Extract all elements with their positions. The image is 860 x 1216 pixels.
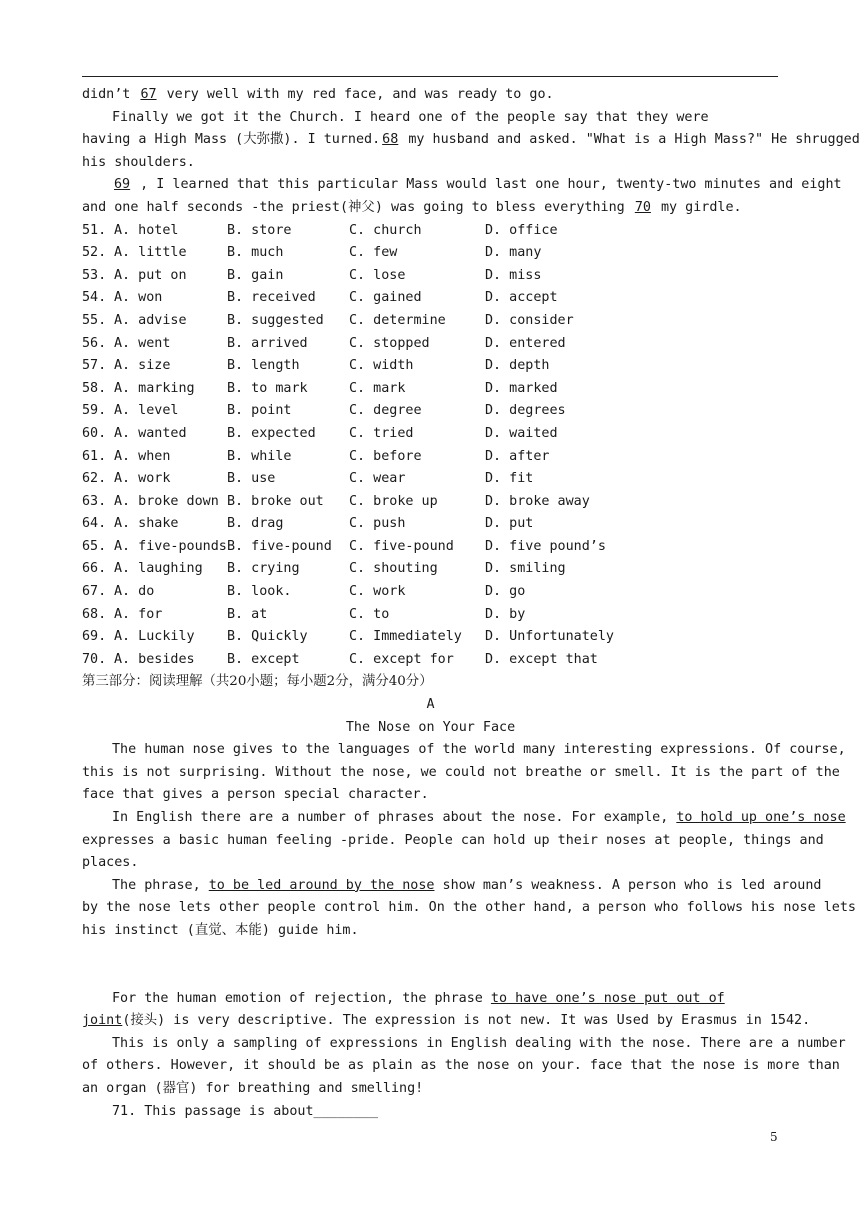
option-d: D. marked bbox=[485, 380, 558, 396]
question-number: 62. bbox=[82, 471, 107, 487]
option-d: D. smiling bbox=[485, 561, 566, 577]
option-a: A. marking bbox=[114, 380, 195, 396]
option-a: A. hotel bbox=[114, 222, 179, 238]
passage-line: an organ (器官) for breathing and smelling! bbox=[82, 1080, 424, 1096]
option-c: C. few bbox=[349, 245, 398, 261]
option-a: A. work bbox=[114, 471, 171, 487]
question-number: 51. bbox=[82, 222, 107, 238]
option-b: B. arrived bbox=[227, 335, 308, 351]
question-number: 66. bbox=[82, 561, 107, 577]
option-b: B. Quickly bbox=[227, 629, 308, 645]
page-number: 5 bbox=[770, 1130, 778, 1144]
passage-line: For the human emotion of rejection, the phrase to have one’s nose put out of bbox=[112, 990, 725, 1006]
question-row bbox=[82, 400, 779, 423]
question-row bbox=[82, 310, 779, 333]
header-rule bbox=[82, 76, 778, 77]
option-a: A. wanted bbox=[114, 425, 187, 441]
option-b: B. much bbox=[227, 245, 284, 261]
option-d: D. miss bbox=[485, 267, 542, 283]
question-number: 63. bbox=[82, 493, 107, 509]
question-number: 59. bbox=[82, 403, 107, 419]
phrase-underlined: to be led around by the nose bbox=[208, 877, 435, 893]
option-c: C. push bbox=[349, 516, 406, 532]
option-d: D. depth bbox=[485, 358, 550, 374]
blank-69: 69 bbox=[114, 177, 131, 193]
question-row bbox=[82, 513, 779, 536]
option-d: D. Unfortunately bbox=[485, 629, 614, 645]
option-c: C. determine bbox=[349, 312, 446, 328]
option-a: A. five-pounds bbox=[114, 538, 227, 554]
option-a: A. advise bbox=[114, 312, 187, 328]
option-a: A. went bbox=[114, 335, 171, 351]
question-row bbox=[82, 242, 779, 265]
option-b: B. store bbox=[227, 222, 292, 238]
option-c: C. to bbox=[349, 606, 390, 622]
option-b: B. suggested bbox=[227, 312, 324, 328]
option-d: D. entered bbox=[485, 335, 566, 351]
cloze-line: having a High Mass (大弥撒). I turned. 68 my husband and asked. "What is a High Mass?" He shrugged bbox=[82, 132, 860, 148]
option-a: A. won bbox=[114, 290, 163, 306]
question-row bbox=[82, 581, 779, 604]
option-b: B. except bbox=[227, 651, 300, 667]
option-c: C. width bbox=[349, 358, 414, 374]
question-number: 52. bbox=[82, 245, 107, 261]
options-list bbox=[82, 220, 779, 672]
cloze-line: his shoulders. bbox=[82, 154, 195, 170]
passage-line: The phrase, to be led around by the nose show man’s weakness. A person who is led around bbox=[112, 877, 822, 893]
phrase-underlined: to have one’s nose put out of bbox=[490, 990, 725, 1006]
option-d: D. after bbox=[485, 448, 550, 464]
cloze-line: didn’t 67 very well with my red face, and was ready to go. bbox=[82, 87, 554, 102]
option-b: B. crying bbox=[227, 561, 300, 577]
page-content bbox=[82, 84, 860, 1123]
option-c: C. church bbox=[349, 222, 422, 238]
question-row bbox=[82, 220, 779, 243]
option-b: B. expected bbox=[227, 425, 316, 441]
option-d: D. consider bbox=[485, 312, 574, 328]
option-b: B. at bbox=[227, 606, 268, 622]
option-c: C. stopped bbox=[349, 335, 430, 351]
cloze-line: Finally we got it the Church. I heard one of the people say that they were bbox=[112, 109, 709, 125]
question-number: 67. bbox=[82, 584, 107, 600]
passage-line: of others. However, it should be as plain as the nose on your. face that the nose is more than bbox=[82, 1058, 840, 1074]
question-number: 64. bbox=[82, 516, 107, 532]
question-row bbox=[82, 355, 779, 378]
blank-68: 68 bbox=[382, 132, 399, 148]
question-number: 58. bbox=[82, 380, 107, 396]
option-c: C. mark bbox=[349, 380, 406, 396]
question-number: 54. bbox=[82, 290, 107, 306]
question-row bbox=[82, 265, 779, 288]
option-b: B. broke out bbox=[227, 493, 324, 509]
option-b: B. to mark bbox=[227, 380, 308, 396]
option-c: C. Immediately bbox=[349, 629, 462, 645]
option-b: B. use bbox=[227, 471, 276, 487]
question-row bbox=[82, 558, 779, 581]
question-row bbox=[82, 491, 779, 514]
option-a: A. level bbox=[114, 403, 179, 419]
option-c: C. wear bbox=[349, 471, 406, 487]
question-number: 65. bbox=[82, 538, 107, 554]
option-c: C. before bbox=[349, 448, 422, 464]
option-c: C. lose bbox=[349, 267, 406, 283]
option-a: A. for bbox=[114, 606, 163, 622]
option-d: D. waited bbox=[485, 425, 558, 441]
question-71: 71. This passage is about________ bbox=[112, 1103, 379, 1119]
question-row bbox=[82, 536, 779, 559]
question-number: 69. bbox=[82, 629, 107, 645]
option-c: C. shouting bbox=[349, 561, 438, 577]
option-a: A. Luckily bbox=[114, 629, 195, 645]
question-number: 60. bbox=[82, 425, 107, 441]
option-c: C. tried bbox=[349, 425, 414, 441]
passage-line: his instinct (直觉、本能) guide him. bbox=[82, 922, 359, 938]
question-number: 68. bbox=[82, 606, 107, 622]
question-row bbox=[82, 287, 779, 310]
option-b: B. gain bbox=[227, 267, 284, 283]
option-a: A. laughing bbox=[114, 561, 203, 577]
question-row bbox=[82, 333, 779, 356]
passage-line: by the nose lets other people control him. On the other hand, a person who follows his nose lets bbox=[82, 900, 856, 916]
option-c: C. gained bbox=[349, 290, 422, 306]
option-d: D. fit bbox=[485, 471, 534, 487]
passage-line: The human nose gives to the languages of the world many interesting expressions. Of course, bbox=[112, 742, 846, 758]
question-row bbox=[82, 378, 779, 401]
option-d: D. by bbox=[485, 606, 526, 622]
passage-line: This is only a sampling of expressions in English dealing with the nose. There are a number bbox=[112, 1035, 846, 1051]
option-d: D. five pound’s bbox=[485, 538, 606, 554]
passage-line: joint(接头) is very descriptive. The expression is not new. It was Used by Erasmus in 1542. bbox=[82, 1013, 811, 1029]
question-row bbox=[82, 468, 779, 491]
passage-line: expresses a basic human feeling -pride. People can hold up their noses at people, things and bbox=[82, 832, 824, 848]
question-row bbox=[82, 446, 779, 469]
question-number: 56. bbox=[82, 335, 107, 351]
section-heading: 第三部分：阅读理解（共20小题；每小题2分，满分40分） bbox=[82, 674, 433, 690]
option-d: D. except that bbox=[485, 651, 598, 667]
option-d: D. broke away bbox=[485, 493, 590, 509]
option-c: C. degree bbox=[349, 403, 422, 419]
option-b: B. received bbox=[227, 290, 316, 306]
option-d: D. put bbox=[485, 516, 534, 532]
option-d: D. degrees bbox=[485, 403, 566, 419]
blank-70: 70 bbox=[634, 199, 651, 215]
question-number: 57. bbox=[82, 358, 107, 374]
option-a: A. size bbox=[114, 358, 171, 374]
passage-line: this is not surprising. Without the nose, we could not breathe or smell. It is the part of the bbox=[82, 764, 840, 780]
passage-line: In English there are a number of phrases about the nose. For example, to hold up one’s nose bbox=[112, 810, 846, 825]
option-b: B. point bbox=[227, 403, 292, 419]
option-c: C. broke up bbox=[349, 493, 438, 509]
option-a: A. do bbox=[114, 584, 155, 600]
question-number: 61. bbox=[82, 448, 107, 464]
option-c: C. work bbox=[349, 584, 406, 600]
option-a: A. put on bbox=[114, 267, 187, 283]
question-number: 53. bbox=[82, 267, 107, 283]
phrase-underlined: to hold up one’s nose bbox=[676, 810, 846, 825]
question-number: 55. bbox=[82, 312, 107, 328]
option-a: A. broke down bbox=[114, 493, 219, 509]
part-label: A bbox=[426, 697, 435, 713]
cloze-line: 69 , I learned that this particular Mass would last one hour, twenty-two minutes and eight bbox=[114, 177, 842, 193]
option-a: A. when bbox=[114, 448, 171, 464]
question-row bbox=[82, 649, 779, 672]
option-b: B. length bbox=[227, 358, 300, 374]
question-row bbox=[82, 423, 779, 446]
blank-gap bbox=[82, 943, 779, 988]
passage-title: The Nose on Your Face bbox=[345, 719, 516, 735]
option-d: D. office bbox=[485, 222, 558, 238]
option-a: A. shake bbox=[114, 516, 179, 532]
question-row bbox=[82, 626, 779, 649]
phrase-underlined: joint bbox=[82, 1013, 123, 1029]
option-b: B. look. bbox=[227, 584, 292, 600]
option-a: A. little bbox=[114, 245, 187, 261]
option-b: B. drag bbox=[227, 516, 284, 532]
option-b: B. while bbox=[227, 448, 292, 464]
option-d: D. many bbox=[485, 245, 542, 261]
passage-line: face that gives a person special character. bbox=[82, 787, 429, 803]
cloze-line: and one half seconds -the priest(神父) was going to bless everything 70 my girdle. bbox=[82, 199, 742, 215]
question-number: 70. bbox=[82, 651, 107, 667]
question-row bbox=[82, 604, 779, 627]
option-c: C. five-pound bbox=[349, 538, 454, 554]
blank-67: 67 bbox=[140, 87, 157, 102]
passage-line: places. bbox=[82, 855, 139, 871]
option-a: A. besides bbox=[114, 651, 195, 667]
option-d: D. go bbox=[485, 584, 526, 600]
option-d: D. accept bbox=[485, 290, 558, 306]
option-b: B. five-pound bbox=[227, 538, 332, 554]
option-c: C. except for bbox=[349, 651, 454, 667]
